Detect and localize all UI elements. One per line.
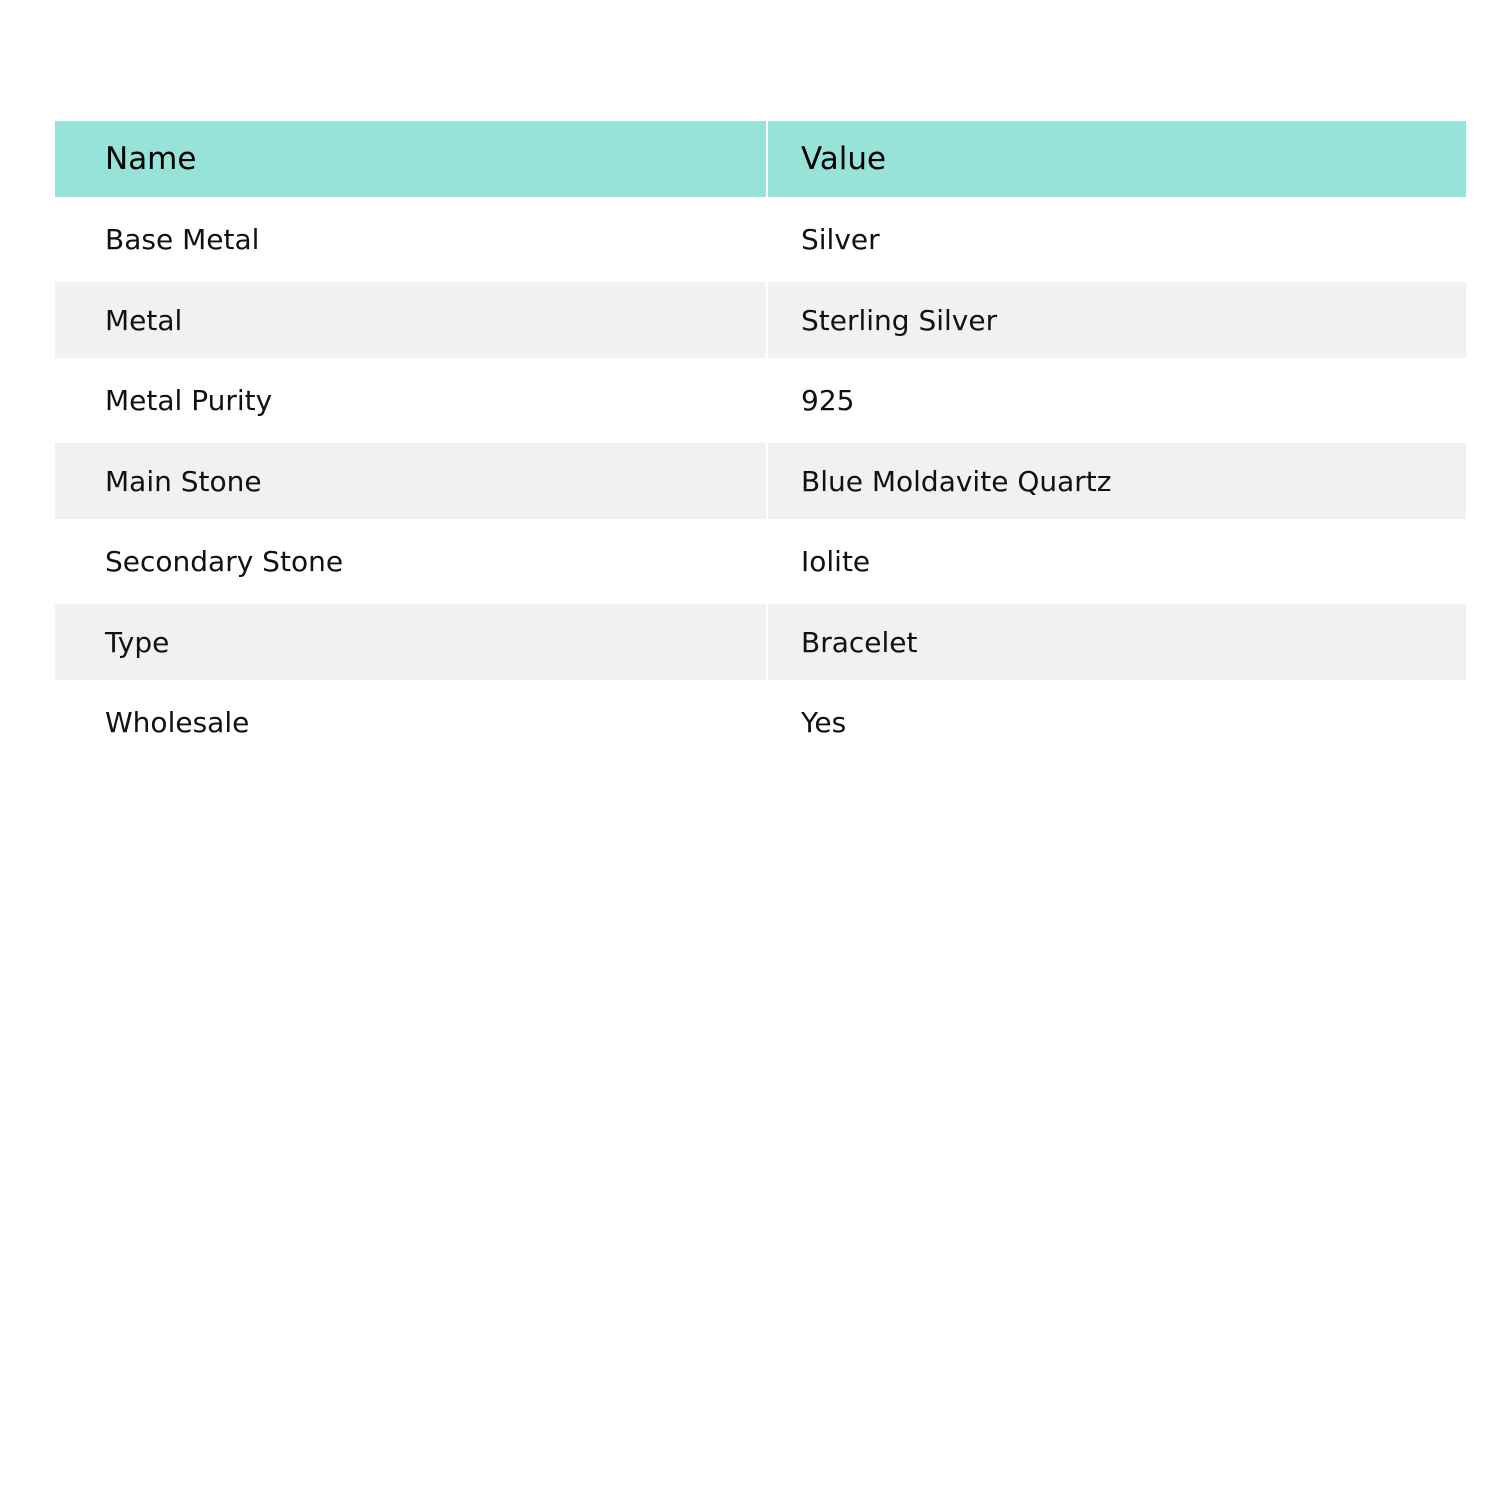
row-name-cell [55,519,767,604]
row-name-cell [55,358,767,443]
table-row [55,680,1466,765]
row-value-text: Sterling Silver [801,303,998,337]
row-name-cell [55,680,767,765]
table-row [55,604,1466,680]
column-header-value-label: Value [801,141,887,177]
row-name-text: Base Metal [105,223,260,256]
row-name-text: Wholesale [105,706,250,739]
row-value-cell [767,358,1466,443]
row-value-text: Bracelet [801,625,918,659]
row-name-text: Main Stone [105,464,262,498]
row-value-text: 925 [801,384,855,417]
table-header-row [55,121,1466,197]
column-header-value [767,121,1466,197]
row-name-text: Secondary Stone [105,545,344,578]
row-name-text: Metal [105,303,183,337]
row-name-cell [55,197,767,282]
row-name-text: Metal Purity [105,384,273,417]
table-row [55,197,1466,282]
row-value-cell [767,443,1466,519]
row-value-text: Iolite [801,545,871,578]
row-value-cell [767,519,1466,604]
product-specs-table [55,121,1466,765]
row-value-text: Blue Moldavite Quartz [801,464,1112,498]
row-name-text: Type [105,625,170,659]
row-name-cell [55,443,767,519]
table-row [55,443,1466,519]
table-row [55,519,1466,604]
row-value-text: Yes [801,706,847,739]
table-row [55,358,1466,443]
row-value-cell [767,282,1466,358]
row-name-cell [55,604,767,680]
row-value-text: Silver [801,223,880,256]
row-value-cell [767,604,1466,680]
column-header-name-label: Name [105,141,197,177]
column-header-name [55,121,767,197]
row-name-cell [55,282,767,358]
row-value-cell [767,680,1466,765]
row-value-cell [767,197,1466,282]
table-row [55,282,1466,358]
